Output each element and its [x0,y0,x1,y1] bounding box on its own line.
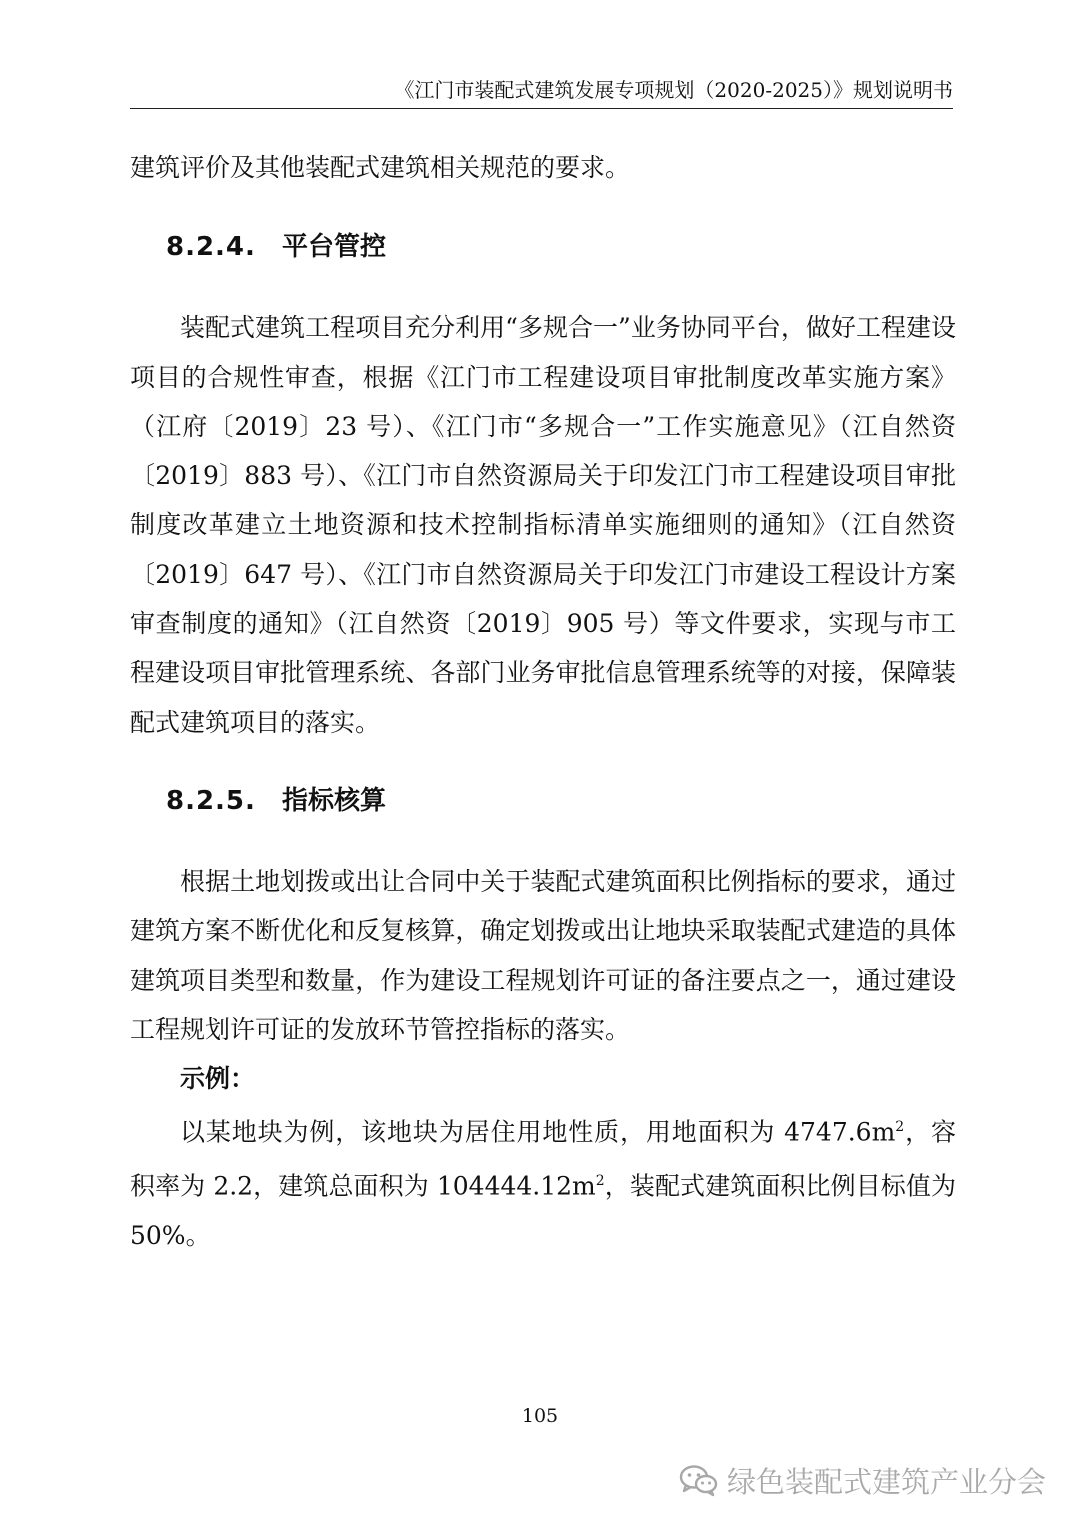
example-label: 示例： [180,1064,256,1094]
superscript: 2 [895,1119,905,1136]
running-header: 《江门市装配式建筑发展专项规划（2020-2025）》规划说明书 [130,76,953,109]
example-text-part: ，容积率为 2.2，建筑总面积为 104444.12m [130,1117,956,1201]
platform-control-paragraph: 装配式建筑工程项目充分利用“多规合一”业务协同平台，做好工程建设项目的合规性审查，根据《江门市工程建设项目审批制度改革实施方案》（江府〔2019〕23 号）、《江门市“多规合一”工作实施意见》（江自然资〔2019〕883 号）、《江门市自然资源局关于印发江门市工程建设项目审批制度改革建立土地资源和技术控制指标清单实施细则的通知》（江自然资〔2019〕647 号）、《江门市自然资源局关于印发江门市建设工程设计方案审查制度的通知》（江自然资〔2019〕905 号）等文件要求，实现与市工程建设项目审批管理系统、各部门业务审批信息管理系统等的对接，保障装配式建筑项目的落实。 [130,313,956,737]
superscript: 2 [595,1173,605,1190]
section-heading-8-2-4 [130,227,956,267]
indicator-accounting-paragraph: 根据土地划拨或出让合同中关于装配式建筑面积比例指标的要求，通过建筑方案不断优化和反复核算，确定划拨或出让地块采取装配式建造的具体建筑项目类型和数量，作为建设工程规划许可证的备注要点之一，通过建设工程规划许可证的发放环节管控指标的落实。 [130,866,956,1044]
section-title: 平台管控 [282,232,387,263]
section-heading-8-2-5 [130,781,956,821]
section-number: 8.2.5. [166,785,256,816]
watermark [679,1458,1046,1502]
example-text-part: 以某地块为例，该地块为居住用地性质，用地面积为 4747.6m [180,1117,896,1147]
section-number: 8.2.4. [166,232,256,263]
wechat-icon [679,1463,719,1497]
watermark-text: 绿色装配式建筑产业分会 [726,1464,1046,1499]
page-body [130,143,956,1260]
section-title: 指标核算 [282,785,387,816]
example-paragraph [130,1103,956,1260]
example-text-part: ，装配式建筑面积比例目标值为 50%。 [130,1171,956,1250]
page-number: 105 [521,1405,559,1427]
continuation-paragraph: 建筑评价及其他装配式建筑相关规范的要求。 [130,153,631,182]
